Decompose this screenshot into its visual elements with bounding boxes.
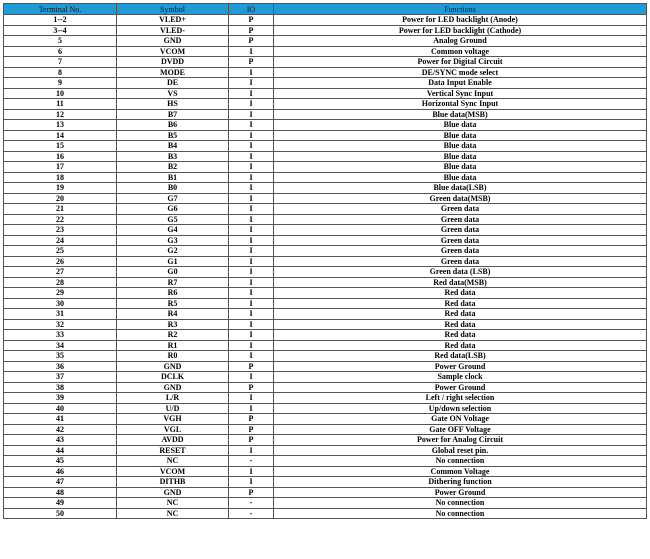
table-row bbox=[4, 225, 647, 236]
symbol-cell: B2 bbox=[117, 162, 229, 173]
function-cell: Power for Analog Circuit bbox=[274, 435, 647, 446]
symbol-cell: U/D bbox=[117, 403, 229, 414]
terminal-no-cell: 43 bbox=[4, 435, 117, 446]
table-row bbox=[4, 162, 647, 173]
table-row bbox=[4, 256, 647, 267]
terminal-no-cell: 13 bbox=[4, 120, 117, 131]
symbol-cell: NC bbox=[117, 508, 229, 519]
table-row bbox=[4, 382, 647, 393]
terminal-no-cell: 12 bbox=[4, 109, 117, 120]
function-cell: Green data bbox=[274, 256, 647, 267]
io-cell: I bbox=[229, 78, 274, 89]
io-cell: I bbox=[229, 193, 274, 204]
table-row bbox=[4, 340, 647, 351]
symbol-cell: DITHB bbox=[117, 477, 229, 488]
symbol-cell: L/R bbox=[117, 393, 229, 404]
symbol-cell: R6 bbox=[117, 288, 229, 299]
function-cell: Green data bbox=[274, 235, 647, 246]
terminal-no-cell: 49 bbox=[4, 498, 117, 509]
terminal-no-cell: 35 bbox=[4, 351, 117, 362]
symbol-cell: NC bbox=[117, 456, 229, 467]
symbol-cell: AVDD bbox=[117, 435, 229, 446]
symbol-cell: B0 bbox=[117, 183, 229, 194]
function-cell: Analog Ground bbox=[274, 36, 647, 47]
symbol-cell: R7 bbox=[117, 277, 229, 288]
io-cell: I bbox=[229, 288, 274, 299]
function-cell: Gate OFF Voltage bbox=[274, 424, 647, 435]
io-cell: I bbox=[229, 393, 274, 404]
function-cell: Power Ground bbox=[274, 361, 647, 372]
symbol-cell: NC bbox=[117, 498, 229, 509]
symbol-cell: VLED- bbox=[117, 25, 229, 36]
io-cell: I bbox=[229, 309, 274, 320]
symbol-cell: VGH bbox=[117, 414, 229, 425]
terminal-no-cell: 20 bbox=[4, 193, 117, 204]
terminal-no-cell: 28 bbox=[4, 277, 117, 288]
function-cell: No connection bbox=[274, 456, 647, 467]
function-cell: Blue data(LSB) bbox=[274, 183, 647, 194]
table-row bbox=[4, 508, 647, 519]
symbol-cell: MODE bbox=[117, 67, 229, 78]
table-row bbox=[4, 15, 647, 26]
terminal-no-cell: 1--2 bbox=[4, 15, 117, 26]
table-row bbox=[4, 67, 647, 78]
terminal-no-cell: 31 bbox=[4, 309, 117, 320]
terminal-no-cell: 23 bbox=[4, 225, 117, 236]
terminal-no-cell: 38 bbox=[4, 382, 117, 393]
function-cell: Blue data bbox=[274, 130, 647, 141]
terminal-no-cell: 7 bbox=[4, 57, 117, 68]
function-cell: Common voltage bbox=[274, 46, 647, 57]
io-cell: I bbox=[229, 204, 274, 215]
io-cell: I bbox=[229, 277, 274, 288]
function-cell: Global reset pin. bbox=[274, 445, 647, 456]
function-cell: Red data(LSB) bbox=[274, 351, 647, 362]
io-cell: P bbox=[229, 435, 274, 446]
terminal-no-cell: 37 bbox=[4, 372, 117, 383]
function-cell: No connection bbox=[274, 498, 647, 509]
function-cell: Gate ON Voltage bbox=[274, 414, 647, 425]
table-row bbox=[4, 298, 647, 309]
table-row bbox=[4, 183, 647, 194]
terminal-no-cell: 34 bbox=[4, 340, 117, 351]
terminal-no-cell: 44 bbox=[4, 445, 117, 456]
io-cell: I bbox=[229, 246, 274, 257]
symbol-cell: VLED+ bbox=[117, 15, 229, 26]
table-row bbox=[4, 330, 647, 341]
table-body bbox=[4, 15, 647, 519]
terminal-no-cell: 41 bbox=[4, 414, 117, 425]
table-row bbox=[4, 435, 647, 446]
terminal-no-cell: 6 bbox=[4, 46, 117, 57]
io-cell: I bbox=[229, 151, 274, 162]
table-row bbox=[4, 78, 647, 89]
table-row bbox=[4, 487, 647, 498]
io-cell: I bbox=[229, 319, 274, 330]
function-cell: Green data bbox=[274, 225, 647, 236]
io-cell: I bbox=[229, 67, 274, 78]
terminal-no-cell: 17 bbox=[4, 162, 117, 173]
function-cell: Green data bbox=[274, 246, 647, 257]
terminal-no-cell: 15 bbox=[4, 141, 117, 152]
table-row bbox=[4, 235, 647, 246]
io-cell: I bbox=[229, 46, 274, 57]
table-row bbox=[4, 151, 647, 162]
terminal-no-cell: 40 bbox=[4, 403, 117, 414]
function-cell: Blue data bbox=[274, 151, 647, 162]
io-cell: I bbox=[229, 141, 274, 152]
table-row bbox=[4, 372, 647, 383]
terminal-no-cell: 24 bbox=[4, 235, 117, 246]
io-cell: I bbox=[229, 372, 274, 383]
header-terminal-no: Terminal No. bbox=[4, 4, 117, 15]
function-cell: Common Voltage bbox=[274, 466, 647, 477]
table-row bbox=[4, 267, 647, 278]
terminal-no-cell: 46 bbox=[4, 466, 117, 477]
table-row bbox=[4, 445, 647, 456]
io-cell: I bbox=[229, 256, 274, 267]
symbol-cell: G0 bbox=[117, 267, 229, 278]
symbol-cell: VGL bbox=[117, 424, 229, 435]
io-cell: I bbox=[229, 340, 274, 351]
table-row bbox=[4, 172, 647, 183]
table-row bbox=[4, 130, 647, 141]
function-cell: Power Ground bbox=[274, 487, 647, 498]
symbol-cell: R5 bbox=[117, 298, 229, 309]
symbol-cell: G6 bbox=[117, 204, 229, 215]
table-row bbox=[4, 466, 647, 477]
io-cell: I bbox=[229, 130, 274, 141]
function-cell: Vertical Sync Input bbox=[274, 88, 647, 99]
io-cell: I bbox=[229, 466, 274, 477]
terminal-no-cell: 5 bbox=[4, 36, 117, 47]
io-cell: I bbox=[229, 109, 274, 120]
symbol-cell: GND bbox=[117, 487, 229, 498]
symbol-cell: B5 bbox=[117, 130, 229, 141]
symbol-cell: G4 bbox=[117, 225, 229, 236]
symbol-cell: B1 bbox=[117, 172, 229, 183]
terminal-no-cell: 33 bbox=[4, 330, 117, 341]
terminal-no-cell: 16 bbox=[4, 151, 117, 162]
table-row bbox=[4, 141, 647, 152]
io-cell: I bbox=[229, 214, 274, 225]
function-cell: Horizontal Sync Input bbox=[274, 99, 647, 110]
symbol-cell: VS bbox=[117, 88, 229, 99]
function-cell: Red data(MSB) bbox=[274, 277, 647, 288]
function-cell: Blue data bbox=[274, 172, 647, 183]
table-row bbox=[4, 57, 647, 68]
terminal-no-cell: 8 bbox=[4, 67, 117, 78]
symbol-cell: R2 bbox=[117, 330, 229, 341]
function-cell: Sample clock bbox=[274, 372, 647, 383]
table-row bbox=[4, 25, 647, 36]
table-row bbox=[4, 246, 647, 257]
terminal-no-cell: 14 bbox=[4, 130, 117, 141]
symbol-cell: R0 bbox=[117, 351, 229, 362]
terminal-no-cell: 9 bbox=[4, 78, 117, 89]
terminal-no-cell: 42 bbox=[4, 424, 117, 435]
function-cell: Red data bbox=[274, 309, 647, 320]
symbol-cell: G3 bbox=[117, 235, 229, 246]
io-cell: P bbox=[229, 487, 274, 498]
function-cell: Red data bbox=[274, 340, 647, 351]
function-cell: Up/down selection bbox=[274, 403, 647, 414]
io-cell: I bbox=[229, 172, 274, 183]
terminal-no-cell: 47 bbox=[4, 477, 117, 488]
table-row bbox=[4, 393, 647, 404]
table-row bbox=[4, 214, 647, 225]
io-cell: I bbox=[229, 99, 274, 110]
terminal-no-cell: 10 bbox=[4, 88, 117, 99]
io-cell: P bbox=[229, 57, 274, 68]
symbol-cell: RESET bbox=[117, 445, 229, 456]
terminal-no-cell: 27 bbox=[4, 267, 117, 278]
function-cell: Blue data(MSB) bbox=[274, 109, 647, 120]
symbol-cell: GND bbox=[117, 382, 229, 393]
header-io: IO bbox=[229, 4, 274, 15]
function-cell: Green data bbox=[274, 214, 647, 225]
table-row bbox=[4, 361, 647, 372]
table-row bbox=[4, 319, 647, 330]
pin-assignment-table bbox=[3, 3, 647, 519]
function-cell: No connection bbox=[274, 508, 647, 519]
function-cell: Power for LED backlight (Cathode) bbox=[274, 25, 647, 36]
symbol-cell: G1 bbox=[117, 256, 229, 267]
table-row bbox=[4, 477, 647, 488]
terminal-no-cell: 25 bbox=[4, 246, 117, 257]
function-cell: Green data(MSB) bbox=[274, 193, 647, 204]
function-cell: Green data (LSB) bbox=[274, 267, 647, 278]
terminal-no-cell: 39 bbox=[4, 393, 117, 404]
symbol-cell: VCOM bbox=[117, 46, 229, 57]
terminal-no-cell: 50 bbox=[4, 508, 117, 519]
function-cell: Power Ground bbox=[274, 382, 647, 393]
io-cell: I bbox=[229, 225, 274, 236]
terminal-no-cell: 30 bbox=[4, 298, 117, 309]
terminal-no-cell: 29 bbox=[4, 288, 117, 299]
io-cell: I bbox=[229, 267, 274, 278]
function-cell: Blue data bbox=[274, 162, 647, 173]
function-cell: Blue data bbox=[274, 120, 647, 131]
symbol-cell: R1 bbox=[117, 340, 229, 351]
io-cell: P bbox=[229, 382, 274, 393]
io-cell: I bbox=[229, 351, 274, 362]
io-cell: P bbox=[229, 414, 274, 425]
table-row bbox=[4, 309, 647, 320]
io-cell: P bbox=[229, 25, 274, 36]
terminal-no-cell: 36 bbox=[4, 361, 117, 372]
function-cell: Power for Digital Circuit bbox=[274, 57, 647, 68]
terminal-no-cell: 26 bbox=[4, 256, 117, 267]
table-row bbox=[4, 193, 647, 204]
symbol-cell: GND bbox=[117, 36, 229, 47]
io-cell: I bbox=[229, 477, 274, 488]
terminal-no-cell: 11 bbox=[4, 99, 117, 110]
symbol-cell: DCLK bbox=[117, 372, 229, 383]
table-row bbox=[4, 109, 647, 120]
symbol-cell: G5 bbox=[117, 214, 229, 225]
table-row bbox=[4, 99, 647, 110]
io-cell: I bbox=[229, 162, 274, 173]
function-cell: Green data bbox=[274, 204, 647, 215]
terminal-no-cell: 21 bbox=[4, 204, 117, 215]
function-cell: Red data bbox=[274, 298, 647, 309]
symbol-cell: R3 bbox=[117, 319, 229, 330]
terminal-no-cell: 19 bbox=[4, 183, 117, 194]
table-row bbox=[4, 498, 647, 509]
io-cell: P bbox=[229, 424, 274, 435]
io-cell: P bbox=[229, 36, 274, 47]
terminal-no-cell: 45 bbox=[4, 456, 117, 467]
function-cell: Red data bbox=[274, 288, 647, 299]
symbol-cell: DE bbox=[117, 78, 229, 89]
io-cell: I bbox=[229, 88, 274, 99]
function-cell: DE/SYNC mode select bbox=[274, 67, 647, 78]
table-row bbox=[4, 88, 647, 99]
table-row bbox=[4, 351, 647, 362]
table-row bbox=[4, 277, 647, 288]
io-cell: I bbox=[229, 298, 274, 309]
io-cell: P bbox=[229, 361, 274, 372]
io-cell: - bbox=[229, 456, 274, 467]
symbol-cell: DVDD bbox=[117, 57, 229, 68]
terminal-no-cell: 22 bbox=[4, 214, 117, 225]
symbol-cell: G7 bbox=[117, 193, 229, 204]
table-row bbox=[4, 120, 647, 131]
function-cell: Power for LED backlight (Anode) bbox=[274, 15, 647, 26]
io-cell: I bbox=[229, 183, 274, 194]
io-cell: I bbox=[229, 445, 274, 456]
symbol-cell: GND bbox=[117, 361, 229, 372]
header-symbol: Symbol bbox=[117, 4, 229, 15]
function-cell: Red data bbox=[274, 330, 647, 341]
function-cell: Red data bbox=[274, 319, 647, 330]
function-cell: Dithering function bbox=[274, 477, 647, 488]
io-cell: - bbox=[229, 498, 274, 509]
symbol-cell: VCOM bbox=[117, 466, 229, 477]
symbol-cell: B6 bbox=[117, 120, 229, 131]
function-cell: Blue data bbox=[274, 141, 647, 152]
io-cell: I bbox=[229, 235, 274, 246]
io-cell: I bbox=[229, 330, 274, 341]
table-row bbox=[4, 424, 647, 435]
io-cell: - bbox=[229, 508, 274, 519]
symbol-cell: HS bbox=[117, 99, 229, 110]
function-cell: Left / right selection bbox=[274, 393, 647, 404]
io-cell: I bbox=[229, 403, 274, 414]
table-header-row bbox=[4, 4, 647, 15]
table-row bbox=[4, 456, 647, 467]
symbol-cell: B4 bbox=[117, 141, 229, 152]
table-row bbox=[4, 288, 647, 299]
symbol-cell: B3 bbox=[117, 151, 229, 162]
table-row bbox=[4, 414, 647, 425]
function-cell: Data Input Enable bbox=[274, 78, 647, 89]
table-row bbox=[4, 36, 647, 47]
table-row bbox=[4, 204, 647, 215]
table-row bbox=[4, 46, 647, 57]
io-cell: P bbox=[229, 15, 274, 26]
table-row bbox=[4, 403, 647, 414]
io-cell: I bbox=[229, 120, 274, 131]
terminal-no-cell: 18 bbox=[4, 172, 117, 183]
terminal-no-cell: 3--4 bbox=[4, 25, 117, 36]
symbol-cell: G2 bbox=[117, 246, 229, 257]
terminal-no-cell: 32 bbox=[4, 319, 117, 330]
symbol-cell: B7 bbox=[117, 109, 229, 120]
symbol-cell: R4 bbox=[117, 309, 229, 320]
terminal-no-cell: 48 bbox=[4, 487, 117, 498]
header-functions: Functions bbox=[274, 4, 647, 15]
